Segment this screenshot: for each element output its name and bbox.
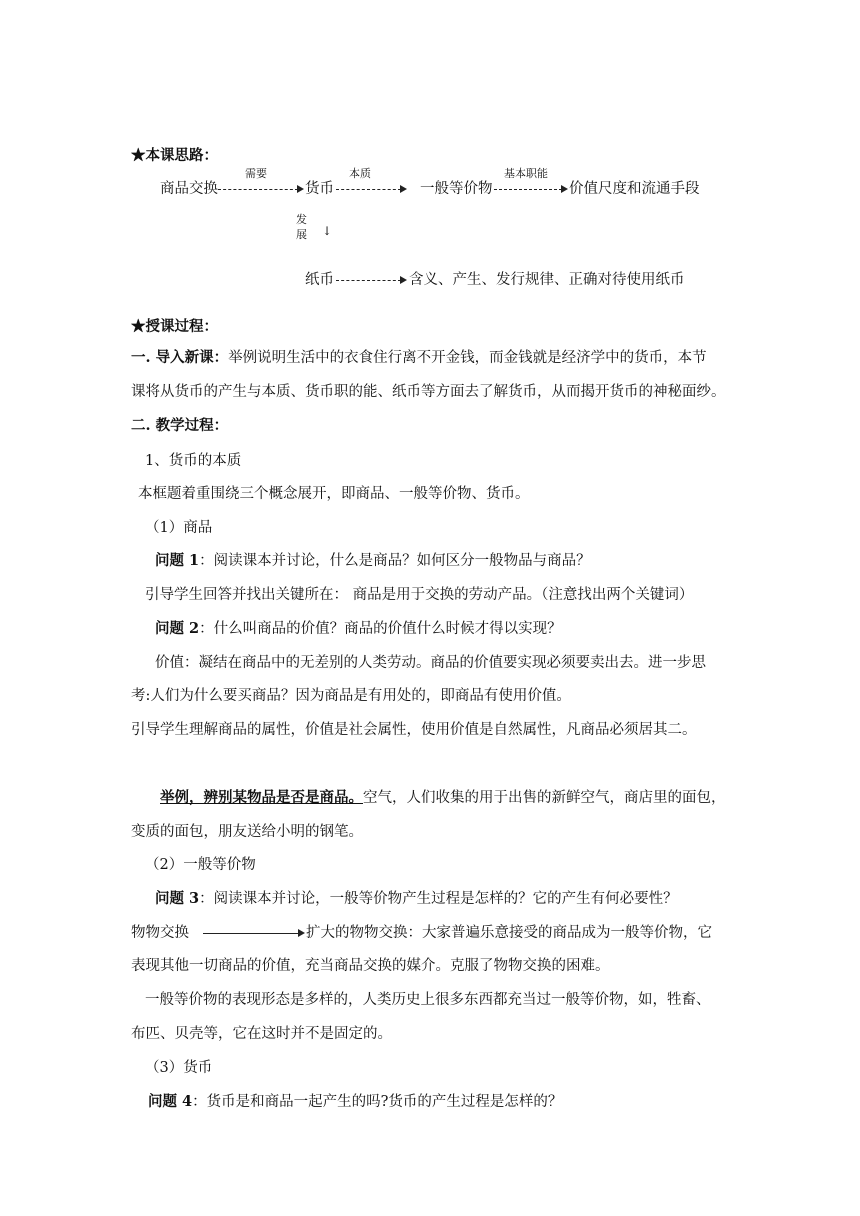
- star-icon: ★: [131, 147, 146, 164]
- node-paper-money: 纸币: [305, 272, 334, 288]
- node-functions: 价值尺度和流通手段: [569, 181, 700, 197]
- guide-2: 引导学生理解商品的属性，价值是社会属性，使用价值是自然属性，凡商品必须居其二。: [131, 722, 697, 738]
- question-1: 问题 1：阅读课本并讨论，什么是商品？如何区分一般物品与商品？: [155, 552, 591, 569]
- forms-line-1: 一般等价物的表现形态是多样的，人类历史上很多东西都充当过一般等价物，如，牲畜、: [145, 992, 711, 1008]
- forms-line-2: 布匹、贝壳等，它在这时并不是固定的。: [131, 1026, 392, 1042]
- label-dev-2: 展: [296, 228, 307, 241]
- flow-arrow-paper: [336, 280, 401, 281]
- intro-label: 一. 导入新课：: [131, 349, 229, 366]
- question-4: 问题 4：货币是和商品一起产生的吗?货币的产生过程是怎样的？: [148, 1093, 563, 1110]
- arrowhead-icon: [400, 185, 407, 193]
- intro-paragraph: 一. 导入新课：举例说明生活中的衣食住行离不开金钱，而金钱就是经济学中的货币，本节: [131, 349, 707, 366]
- label-dev-1: 发: [296, 213, 307, 226]
- intro-line2: 课将从货币的产生与本质、货币职的能、纸币等方面去了解货币，从而揭开货币的神秘面纱。: [131, 384, 726, 400]
- label-basic-function: 基本职能: [504, 167, 548, 180]
- label-essence: 本质: [349, 167, 371, 180]
- outline-heading: ★本课思路：: [131, 147, 218, 164]
- arrowhead-icon: [297, 185, 304, 193]
- barter-expanded-line-2: 表现其他一切商品的价值，充当商品交换的媒介。克服了物物交换的困难。: [131, 958, 610, 974]
- flow-arrow-essence: [336, 189, 401, 190]
- section-currency-essence: 1、货币的本质: [145, 453, 242, 469]
- process-heading: ★授课过程：: [131, 318, 218, 335]
- arrowhead-icon: [400, 276, 407, 284]
- subsection-commodity: （1）商品: [145, 520, 213, 536]
- barter-arrow: [203, 933, 299, 934]
- barter-label: 物物交换: [131, 925, 189, 941]
- arrowhead-icon: [298, 929, 305, 937]
- value-line-1: 价值：凝结在商品中的无差别的人类劳动。商品的价值要实现必须要卖出去。进一步思: [155, 655, 706, 671]
- arrowhead-icon: [561, 185, 568, 193]
- flow-arrow-basic-function: [494, 189, 562, 190]
- teaching-heading: 二. 教学过程：: [131, 417, 229, 434]
- label-need: 需要: [245, 167, 267, 180]
- barter-expanded-line-1: 扩大的物物交换：大家普遍乐意接受的商品成为一般等价物，它: [306, 925, 712, 941]
- node-commodity-exchange: 商品交换: [160, 181, 218, 197]
- down-arrow-icon: ↓: [322, 224, 333, 238]
- star-icon: ★: [131, 318, 146, 335]
- example-paragraph: 举例，辨别某物品是否是商品。空气，人们收集的用于出售的新鲜空气，商店里的面包，: [160, 789, 726, 806]
- question-3: 问题 3：阅读课本并讨论，一般等价物产生过程是怎样的？它的产生有何必要性？: [155, 890, 678, 907]
- node-currency: 货币: [305, 181, 334, 197]
- guide-1: 引导学生回答并找出关键所在： 商品是用于交换的劳动产品。（注意找出两个关键词）: [145, 587, 694, 603]
- value-line-2: 考:人们为什么要买商品？因为商品是有用处的，即商品有使用价值。: [131, 688, 571, 704]
- example-label: 举例，辨别某物品是否是商品。: [160, 789, 363, 806]
- frame-paragraph: 本框题着重围绕三个概念展开，即商品、一般等价物、货币。: [138, 486, 530, 502]
- example-line-2: 变质的面包，朋友送给小明的钢笔。: [131, 824, 363, 840]
- node-paper-topics: 含义、产生、发行规律、正确对待使用纸币: [409, 272, 685, 288]
- node-general-equivalent: 一般等价物: [420, 181, 493, 197]
- flow-arrow-need: [218, 189, 298, 190]
- subsection-general-equivalent: （2）一般等价物: [145, 857, 256, 873]
- question-2: 问题 2：什么叫商品的价值？商品的价值什么时候才得以实现？: [155, 620, 562, 637]
- subsection-currency: （3）货币: [145, 1060, 213, 1076]
